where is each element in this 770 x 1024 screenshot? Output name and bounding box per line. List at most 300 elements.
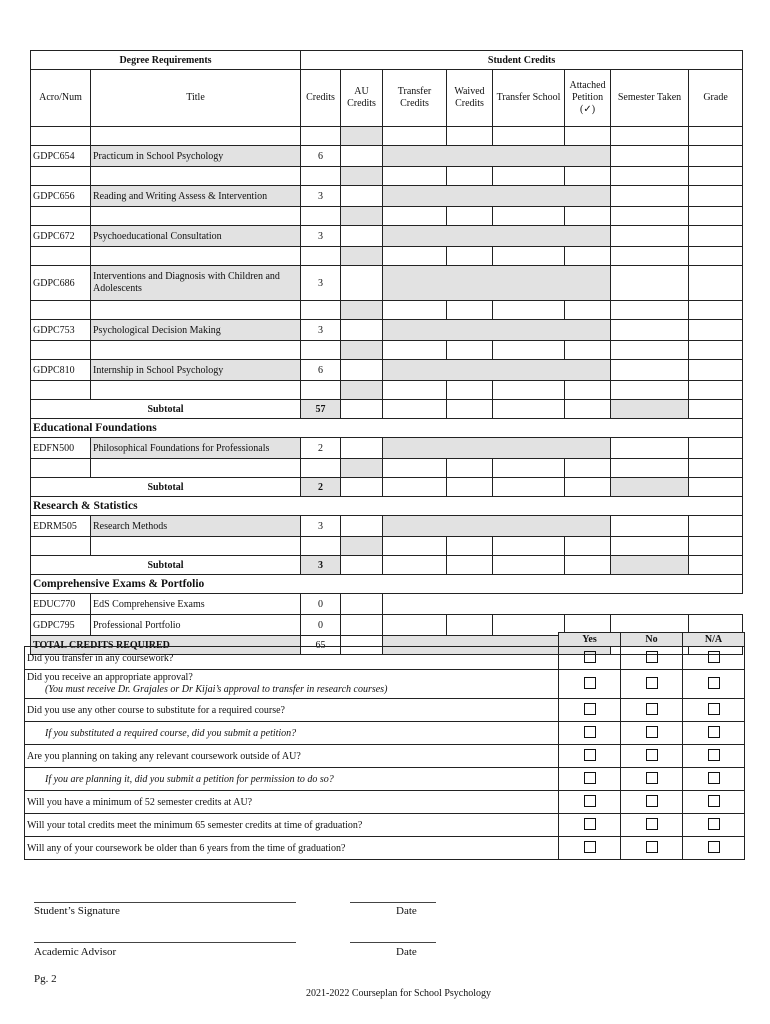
entry-cell[interactable] [383,459,447,478]
entry-cell[interactable] [611,207,689,226]
entry-cell[interactable] [447,459,493,478]
course-acro: GDPC654 [31,146,91,167]
no-checkbox[interactable] [646,726,658,738]
entry-cell[interactable] [689,301,743,320]
entry-row [31,207,743,226]
question-text [25,814,559,837]
course-credits: 0 [301,615,341,636]
entry-cell[interactable] [447,478,493,497]
entry-cell[interactable] [689,341,743,360]
course-title: Internship in School Psychology [91,360,301,381]
entry-row [31,301,743,320]
table-cell [31,247,91,266]
au-credits-cell[interactable] [341,459,383,478]
entry-cell[interactable] [565,537,611,556]
au-credits-cell[interactable] [341,146,383,167]
au-credits-cell[interactable] [341,226,383,247]
entry-cell[interactable] [565,341,611,360]
subtotal-label: Subtotal [31,478,301,497]
entry-cell[interactable] [447,301,493,320]
table-cell [91,459,301,478]
no-cell [621,722,683,745]
entry-cell[interactable] [611,556,689,575]
column-header: Title [91,70,301,127]
table-cell [91,301,301,320]
question-text [25,837,559,860]
shaded-cell [383,266,611,301]
subtotal-value: 57 [301,400,341,419]
entry-cell[interactable] [447,381,493,400]
course-acro: EDRM505 [31,516,91,537]
na-cell [683,722,745,745]
question-label: Will any of your coursework be older than 6 years from the time of graduation? [27,842,346,854]
subtotal-row [31,478,743,497]
no-cell [621,768,683,791]
course-acro: GDPC672 [31,226,91,247]
table-row [31,146,743,167]
entry-cell[interactable] [447,207,493,226]
yes-cell [559,670,621,699]
na-header: N/A [683,633,745,647]
au-credits-cell[interactable] [341,320,383,341]
section-header [31,497,743,516]
subtotal-row [31,556,743,575]
entry-cell[interactable] [447,537,493,556]
table-cell [31,381,91,400]
semester-cell[interactable] [611,146,689,167]
au-credits-cell[interactable] [341,516,383,537]
entry-cell[interactable] [565,400,611,419]
column-header: Transfer School [493,70,565,127]
question-label: Will you have a minimum of 52 semester credits at AU? [27,796,253,808]
no-cell [621,745,683,768]
grade-cell[interactable] [689,438,743,459]
au-credits-cell[interactable] [341,556,383,575]
yes-cell [559,722,621,745]
course-title: Psychoeducational Consultation [91,226,301,247]
student-signature-label: Student’s Signature [34,905,120,917]
entry-cell[interactable] [383,478,447,497]
semester-cell[interactable] [611,438,689,459]
entry-cell[interactable] [493,556,565,575]
au-credits-cell[interactable] [341,381,383,400]
section-title: Comprehensive Exams & Portfolio [31,575,743,594]
question-label: If you are planning it, did you submit a petition for permission to do so? [45,773,334,785]
no-checkbox[interactable] [646,772,658,784]
au-credits-cell[interactable] [341,301,383,320]
au-credits-cell[interactable] [341,207,383,226]
au-credits-cell[interactable] [341,438,383,459]
no-checkbox[interactable] [646,818,658,830]
grade-cell[interactable] [689,320,743,341]
student-date-label: Date [396,905,417,917]
entry-cell[interactable] [383,341,447,360]
total-value: 65 [301,636,341,655]
no-cell [621,814,683,837]
entry-row [31,341,743,360]
credits-table [30,50,742,655]
shaded-cell [383,360,611,381]
no-cell [621,647,683,670]
yes-cell [559,837,621,860]
semester-cell[interactable] [611,266,689,301]
entry-cell[interactable] [565,127,611,146]
course-acro: EDFN500 [31,438,91,459]
course-title: Psychological Decision Making [91,320,301,341]
entry-cell[interactable] [565,381,611,400]
yes-checkbox[interactable] [584,841,596,853]
na-checkbox[interactable] [708,651,720,663]
question-row [25,699,745,722]
course-title: Interventions and Diagnosis with Children and Adolescents [91,266,301,301]
question-text [25,670,559,699]
grade-cell[interactable] [689,146,743,167]
entry-cell[interactable] [565,556,611,575]
course-credits: 3 [301,186,341,207]
na-checkbox[interactable] [708,726,720,738]
entry-cell[interactable] [689,537,743,556]
column-header: Attached Petition (✓) [565,70,611,127]
entry-cell[interactable] [493,478,565,497]
table-cell [301,247,341,266]
subtotal-row [31,400,743,419]
entry-row [31,247,743,266]
table-cell [91,127,301,146]
table-cell [301,537,341,556]
question-label: Did you transfer in any coursework? [27,652,174,664]
entry-cell[interactable] [383,247,447,266]
yes-cell [559,768,621,791]
no-cell [621,699,683,722]
question-label: If you substituted a required course, did you submit a petition? [45,727,297,739]
table-cell [91,167,301,186]
questions-table [24,632,744,860]
entry-cell[interactable] [689,247,743,266]
yes-checkbox[interactable] [584,726,596,738]
question-label: Did you receive an appropriate approval? [27,672,193,683]
yes-checkbox[interactable] [584,818,596,830]
shaded-cell [383,186,611,207]
no-checkbox[interactable] [646,841,658,853]
section-header [31,575,743,594]
yes-cell [559,647,621,670]
entry-row [31,537,743,556]
yes-checkbox[interactable] [584,651,596,663]
table-cell [301,341,341,360]
course-title: Research Methods [91,516,301,537]
semester-cell[interactable] [611,516,689,537]
entry-row [31,167,743,186]
entry-cell[interactable] [611,167,689,186]
subtotal-label: Subtotal [31,400,301,419]
question-row [25,647,745,670]
yes-checkbox[interactable] [584,749,596,761]
entry-row [31,127,743,146]
entry-cell[interactable] [447,127,493,146]
entry-cell[interactable] [447,167,493,186]
entry-cell[interactable] [447,400,493,419]
na-cell [683,670,745,699]
section-header [31,419,743,438]
entry-cell[interactable] [493,247,565,266]
section-title: Research & Statistics [31,497,743,516]
column-header: Transfer Credits [383,70,447,127]
au-credits-cell[interactable] [341,167,383,186]
entry-cell[interactable] [493,459,565,478]
student-credits-header: Student Credits [301,51,743,70]
na-checkbox[interactable] [708,749,720,761]
course-title: EdS Comprehensive Exams [91,594,301,615]
question-text [25,722,559,745]
question-row [25,768,745,791]
yes-header: Yes [559,633,621,647]
entry-cell[interactable] [689,167,743,186]
entry-cell[interactable] [493,207,565,226]
entry-cell[interactable] [689,127,743,146]
yes-checkbox[interactable] [584,795,596,807]
question-row [25,791,745,814]
entry-cell[interactable] [611,247,689,266]
advisor-date-label: Date [396,946,417,958]
course-acro: EDUC770 [31,594,91,615]
entry-cell[interactable] [447,556,493,575]
subtotal-value: 3 [301,556,341,575]
grade-cell[interactable] [689,266,743,301]
na-checkbox[interactable] [708,677,720,689]
na-cell [683,791,745,814]
table-row [31,594,743,615]
table-row [31,360,743,381]
yes-cell [559,791,621,814]
table-cell [301,167,341,186]
question-text [25,791,559,814]
au-credits-cell[interactable] [341,186,383,207]
course-credits: 6 [301,360,341,381]
au-credits-cell[interactable] [341,247,383,266]
entry-cell[interactable] [565,167,611,186]
entry-cell[interactable] [611,381,689,400]
semester-cell[interactable] [611,186,689,207]
column-header: Waived Credits [447,70,493,127]
course-title: Philosophical Foundations for Professionals [91,438,301,459]
question-row [25,745,745,768]
question-row [25,722,745,745]
table-cell [31,301,91,320]
au-credits-cell[interactable] [341,594,383,615]
table-cell [91,341,301,360]
entry-cell[interactable] [383,127,447,146]
semester-cell[interactable] [611,320,689,341]
no-checkbox[interactable] [646,677,658,689]
table-cell [301,301,341,320]
page-number: Pg. 2 [34,973,57,985]
entry-cell[interactable] [611,400,689,419]
entry-cell[interactable] [493,167,565,186]
entry-cell[interactable] [611,478,689,497]
grade-cell[interactable] [689,516,743,537]
table-cell [31,127,91,146]
entry-row [31,459,743,478]
column-header: AU Credits [341,70,383,127]
entry-cell[interactable] [447,247,493,266]
advisor-signature-label: Academic Advisor [34,946,117,958]
total-label: TOTAL CREDITS REQUIRED [31,636,301,655]
course-acro: GDPC753 [31,320,91,341]
semester-cell[interactable] [611,226,689,247]
entry-row [31,381,743,400]
column-header: Semester Taken [611,70,689,127]
shaded-cell [383,320,611,341]
course-acro: GDPC686 [31,266,91,301]
entry-cell[interactable] [493,400,565,419]
yes-checkbox[interactable] [584,703,596,715]
yes-checkbox[interactable] [584,772,596,784]
entry-cell[interactable] [611,459,689,478]
subtotal-value: 2 [301,478,341,497]
na-checkbox[interactable] [708,772,720,784]
no-header: No [621,633,683,647]
no-cell [621,837,683,860]
entry-cell[interactable] [493,341,565,360]
question-label: Will your total credits meet the minimum 65 semester credits at time of graduation? [27,819,363,831]
table-row [31,438,743,459]
course-title: Reading and Writing Assess & Intervention [91,186,301,207]
na-cell [683,837,745,860]
entry-cell[interactable] [565,207,611,226]
section-title: Educational Foundations [31,419,743,438]
degree-requirements-header: Degree Requirements [31,51,301,70]
no-checkbox[interactable] [646,703,658,715]
entry-cell[interactable] [689,478,743,497]
table-cell [301,207,341,226]
course-title: Professional Portfolio [91,615,301,636]
no-checkbox[interactable] [646,749,658,761]
semester-cell[interactable] [611,360,689,381]
yes-cell [559,745,621,768]
no-checkbox[interactable] [646,795,658,807]
grade-cell[interactable] [689,226,743,247]
entry-cell[interactable] [565,478,611,497]
entry-cell[interactable] [689,400,743,419]
footer-text: 2021-2022 Courseplan for School Psychology [306,988,491,999]
entry-cell[interactable] [689,381,743,400]
au-credits-cell[interactable] [341,341,383,360]
entry-cell[interactable] [493,301,565,320]
question-row [25,814,745,837]
entry-cell[interactable] [611,301,689,320]
entry-cell[interactable] [565,301,611,320]
entry-cell[interactable] [611,341,689,360]
au-credits-cell[interactable] [341,478,383,497]
no-cell [621,670,683,699]
question-text [25,768,559,791]
entry-cell[interactable] [493,127,565,146]
course-title: Practicum in School Psychology [91,146,301,167]
na-checkbox[interactable] [708,841,720,853]
table-cell [31,537,91,556]
au-credits-cell[interactable] [341,266,383,301]
na-checkbox[interactable] [708,795,720,807]
entry-cell[interactable] [689,207,743,226]
entry-cell[interactable] [447,341,493,360]
course-credits: 3 [301,320,341,341]
entry-cell[interactable] [383,400,447,419]
course-acro: GDPC795 [31,615,91,636]
course-credits: 3 [301,266,341,301]
entry-cell[interactable] [565,459,611,478]
table-cell [31,167,91,186]
table-cell [31,207,91,226]
entry-cell[interactable] [689,459,743,478]
entry-cell[interactable] [493,537,565,556]
entry-cell[interactable] [383,381,447,400]
course-acro: GDPC810 [31,360,91,381]
course-credits: 3 [301,516,341,537]
au-credits-cell[interactable] [341,400,383,419]
na-checkbox[interactable] [708,818,720,830]
au-credits-cell[interactable] [341,360,383,381]
entry-cell[interactable] [383,556,447,575]
na-cell [683,699,745,722]
table-row [31,186,743,207]
question-text [25,647,559,670]
blank-cell [383,594,743,615]
au-credits-cell[interactable] [341,537,383,556]
approval-note: (You must receive Dr. Grajales or Dr Kijai’s approval to transfer in research courses) [45,684,388,695]
table-cell [301,381,341,400]
course-credits: 6 [301,146,341,167]
no-cell [621,791,683,814]
entry-cell[interactable] [611,537,689,556]
entry-cell[interactable] [611,127,689,146]
entry-cell[interactable] [383,537,447,556]
au-credits-cell[interactable] [341,127,383,146]
table-cell [91,207,301,226]
table-cell [31,459,91,478]
na-cell [683,745,745,768]
no-checkbox[interactable] [646,651,658,663]
column-header: Credits [301,70,341,127]
shaded-cell [383,516,611,537]
table-row [31,266,743,301]
column-header: Acro/Num [31,70,91,127]
question-text [25,745,559,768]
grade-cell[interactable] [689,186,743,207]
na-checkbox[interactable] [708,703,720,715]
table-cell [301,459,341,478]
table-row [31,226,743,247]
yes-cell [559,699,621,722]
entry-cell[interactable] [689,556,743,575]
entry-cell[interactable] [383,301,447,320]
course-credits: 2 [301,438,341,459]
table-row [31,320,743,341]
entry-cell[interactable] [493,381,565,400]
table-cell [91,537,301,556]
yes-checkbox[interactable] [584,677,596,689]
table-row [31,516,743,537]
question-row [25,670,745,699]
grade-cell[interactable] [689,360,743,381]
entry-cell[interactable] [383,207,447,226]
table-cell [31,341,91,360]
shaded-cell [383,438,611,459]
entry-cell[interactable] [565,247,611,266]
column-header: Grade [689,70,743,127]
entry-cell[interactable] [383,167,447,186]
course-acro: GDPC656 [31,186,91,207]
question-text [25,699,559,722]
